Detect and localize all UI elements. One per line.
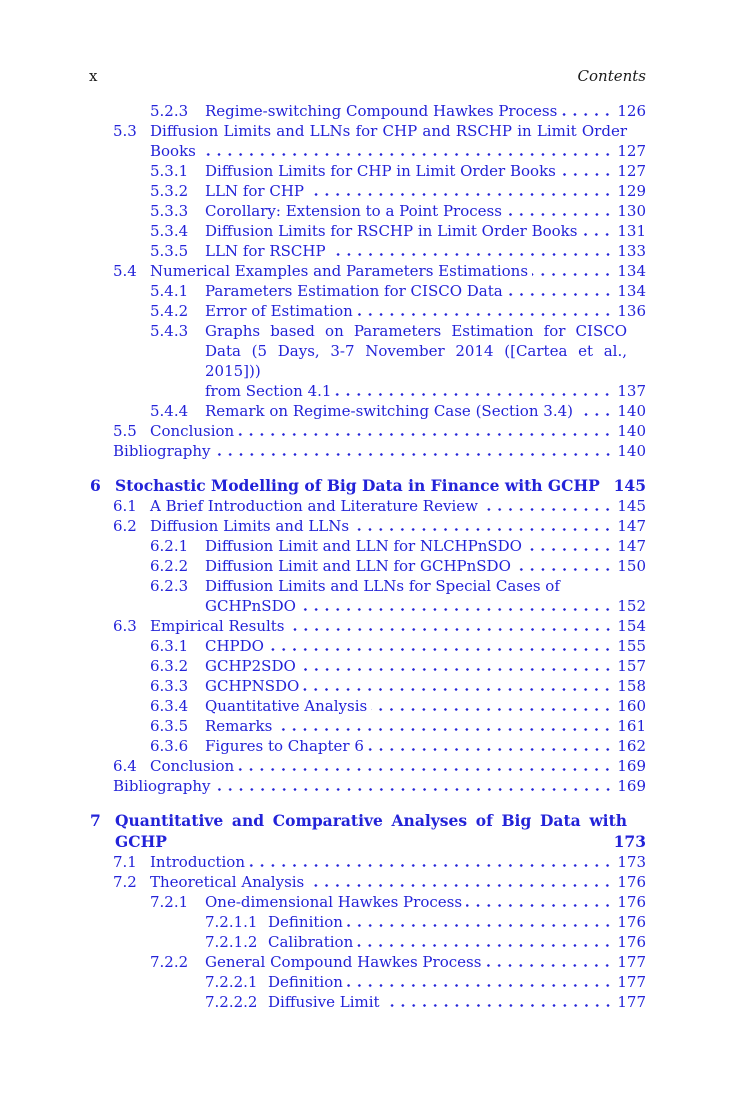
toc-entry-page: 127 xyxy=(617,142,646,160)
toc-entry-title: LLN for RSCHP xyxy=(205,242,326,260)
toc-entry-title: One-dimensional Hawkes Process xyxy=(205,893,463,911)
toc-entry-line xyxy=(205,536,646,556)
toc-entry-title: Figures to Chapter 6 xyxy=(205,737,364,755)
leader-dots xyxy=(215,441,615,461)
toc-entry-7-2[interactable] xyxy=(89,872,646,892)
toc-entry-5-4-1[interactable] xyxy=(89,281,646,301)
toc-entry-number: 6.3.1 xyxy=(150,637,189,655)
toc-entry-line xyxy=(150,852,646,872)
toc-entry-title: Corollary: Extension to a Point Process xyxy=(205,202,502,220)
toc-entry-number: 7.2.1.2 xyxy=(205,933,258,951)
toc-entry-title: Remark on Regime-switching Case (Section 3.4) xyxy=(205,402,573,420)
toc-entry-page: 155 xyxy=(617,637,646,655)
leader-dots xyxy=(577,401,614,421)
toc-entry-6-2[interactable] xyxy=(89,516,646,536)
toc-entry-bibliography[interactable] xyxy=(89,776,646,796)
toc-entry-line xyxy=(150,496,646,516)
leader-dots xyxy=(507,281,614,301)
toc-entry-7-2-2-1[interactable] xyxy=(89,972,646,992)
toc-entry-line xyxy=(150,516,646,536)
leader-dots xyxy=(357,932,614,952)
toc-entry-number: 7.2 xyxy=(113,873,137,891)
toc-entry-6-2-1[interactable] xyxy=(89,536,646,556)
toc-entry-number: 6.3.2 xyxy=(150,657,189,675)
toc-entry-page: 129 xyxy=(617,182,646,200)
toc-entry-5-4-2[interactable] xyxy=(89,301,646,321)
toc-entry-title: Conclusion xyxy=(150,422,235,440)
toc-entry-number: 5.4.4 xyxy=(150,402,189,420)
toc-entry-page: 134 xyxy=(617,282,646,300)
toc-entry-title: Theoretical Analysis xyxy=(150,873,305,891)
toc-entry-line xyxy=(268,972,646,992)
toc-entry-number: 6.3.3 xyxy=(150,677,189,695)
toc-entry-page: 158 xyxy=(617,677,646,695)
toc-entry-5-3-4[interactable] xyxy=(89,221,646,241)
toc-entry-page: 140 xyxy=(617,422,646,440)
toc-entry-page: 162 xyxy=(617,737,646,755)
toc-entry-line xyxy=(205,696,646,716)
leader-dots xyxy=(249,852,614,872)
toc-entry-5-2-3[interactable] xyxy=(89,101,646,121)
toc-entry-6-3-4[interactable] xyxy=(89,696,646,716)
toc-entry-line xyxy=(150,756,646,776)
toc-entry-number: 7.2.2.2 xyxy=(205,993,258,1011)
toc-entry-5-3-5[interactable] xyxy=(89,241,646,261)
running-head: Contents xyxy=(577,67,646,85)
leader-dots xyxy=(347,912,614,932)
toc-entry-number: 7 xyxy=(90,811,101,830)
toc-entry-page: 169 xyxy=(617,777,646,795)
leader-dots xyxy=(526,536,614,556)
toc-entry-number: 7.2.2.1 xyxy=(205,973,258,991)
toc-entry-line xyxy=(268,932,646,952)
toc-entry-line xyxy=(150,261,646,281)
leader-dots xyxy=(289,616,614,636)
toc-entry-line xyxy=(113,441,646,461)
toc-entry-5-3-1[interactable] xyxy=(89,161,646,181)
toc-entry-6-3-1[interactable] xyxy=(89,636,646,656)
toc-entry-page: 177 xyxy=(617,993,646,1011)
toc-entry-number: 6.2.3 xyxy=(150,577,189,595)
toc-entry-page: 126 xyxy=(617,102,646,120)
toc-entry-7-1[interactable] xyxy=(89,852,646,872)
toc-entry-page: 173 xyxy=(613,832,646,851)
toc-entry-6-3[interactable] xyxy=(89,616,646,636)
toc-entry-title: Bibliography xyxy=(113,777,211,795)
toc-entry-page: 176 xyxy=(617,893,646,911)
toc-entry-page: 134 xyxy=(617,262,646,280)
toc-entry-page: 145 xyxy=(613,476,646,495)
toc-entry-line xyxy=(205,401,646,421)
toc-entry-line xyxy=(205,716,646,736)
toc-entry-title: CHPDO xyxy=(205,637,264,655)
toc-entry-title-wrap: Graphs based on Parameters Estimation for CISCO xyxy=(205,322,627,340)
toc-entry-line xyxy=(205,381,646,401)
toc-entry-title: General Compound Hawkes Process xyxy=(205,953,482,971)
toc-entry-line xyxy=(150,421,646,441)
leader-dots xyxy=(368,736,614,756)
toc-entry-title-wrap: Diffusion Limits and LLNs for CHP and RSCHP in Limit Order xyxy=(150,122,627,140)
toc-entry-5-3-2[interactable] xyxy=(89,181,646,201)
toc-entry-5-5[interactable] xyxy=(89,421,646,441)
toc-entry-5-4[interactable] xyxy=(89,261,646,281)
toc-entry-title: GCHP xyxy=(115,832,167,851)
toc-entry-7-2-2-2[interactable] xyxy=(89,992,646,1012)
leader-dots xyxy=(384,992,614,1012)
toc-entry-number: 5.3.2 xyxy=(150,182,189,200)
toc-entry-number: 7.2.2 xyxy=(150,953,189,971)
toc-entry-number: 5.3.4 xyxy=(150,222,189,240)
leader-dots xyxy=(303,676,614,696)
toc-entry-title: Books xyxy=(150,142,196,160)
leader-dots xyxy=(276,716,614,736)
toc-entry-page: 130 xyxy=(617,202,646,220)
leader-dots xyxy=(357,301,614,321)
toc-entry-line xyxy=(113,776,646,796)
toc-entry-title: Definition xyxy=(268,913,343,931)
toc-entry-number: 7.2.1 xyxy=(150,893,189,911)
toc-entry-title: Diffusion Limits for RSCHP in Limit Order Books xyxy=(205,222,578,240)
toc-entry-line xyxy=(205,596,646,616)
leader-dots xyxy=(238,421,614,441)
toc-entry-title: Regime-switching Compound Hawkes Process xyxy=(205,102,558,120)
toc-entry-number: 5.4.1 xyxy=(150,282,189,300)
toc-entry-number: 5.4 xyxy=(113,262,137,280)
toc-entry-number: 6.2.2 xyxy=(150,557,189,575)
toc-entry-page: 154 xyxy=(617,617,646,635)
toc-entry-line xyxy=(205,676,646,696)
toc-entry-page: 176 xyxy=(617,873,646,891)
toc-entry-number: 6.3.5 xyxy=(150,717,189,735)
leader-space xyxy=(604,475,612,496)
toc-entry-page: 157 xyxy=(617,657,646,675)
toc-entry-page: 133 xyxy=(617,242,646,260)
toc-entry-number: 6.2 xyxy=(113,517,137,535)
toc-entry-page: 127 xyxy=(617,162,646,180)
toc-entry-line xyxy=(115,831,646,852)
toc-entry-number: 6.1 xyxy=(113,497,137,515)
toc-entry-title: Diffusion Limits and LLNs xyxy=(150,517,350,535)
toc-entry-page: 140 xyxy=(617,442,646,460)
toc-entry-number: 6.2.1 xyxy=(150,537,189,555)
leader-dots xyxy=(466,892,614,912)
leader-dots xyxy=(353,516,614,536)
toc-entry-line xyxy=(205,301,646,321)
toc-entry-line xyxy=(205,161,646,181)
toc-entry-page: 161 xyxy=(617,717,646,735)
toc-entry-number: 6.3.6 xyxy=(150,737,189,755)
toc-entry-6[interactable] xyxy=(89,475,646,496)
leader-space xyxy=(171,831,612,852)
toc-entry-line xyxy=(205,201,646,221)
toc-entry-title: Numerical Examples and Parameters Estimations xyxy=(150,262,529,280)
toc-entry-number: 5.3.5 xyxy=(150,242,189,260)
toc-entry-line xyxy=(205,241,646,261)
leader-dots xyxy=(515,556,614,576)
toc-entry-6-2-3[interactable] xyxy=(89,576,646,616)
toc-entry-5-4-4[interactable] xyxy=(89,401,646,421)
toc-entry-title: Bibliography xyxy=(113,442,211,460)
toc-entry-number: 5.5 xyxy=(113,422,137,440)
toc-entry-title: Empirical Results xyxy=(150,617,285,635)
toc-entry-number: 5.3.1 xyxy=(150,162,189,180)
leader-dots xyxy=(308,872,614,892)
toc-entry-6-2-2[interactable] xyxy=(89,556,646,576)
toc-entry-7-2-1[interactable] xyxy=(89,892,646,912)
toc-entry-line xyxy=(205,656,646,676)
toc-entry-number: 6.3.4 xyxy=(150,697,189,715)
toc-entry-number: 5.4.3 xyxy=(150,322,189,340)
leader-dots xyxy=(482,496,614,516)
toc-entry-number: 6.3 xyxy=(113,617,137,635)
toc-entry-number: 6.4 xyxy=(113,757,137,775)
toc-entry-6-3-5[interactable] xyxy=(89,716,646,736)
toc-entry-line xyxy=(205,181,646,201)
toc-entry-number: 5.3.3 xyxy=(150,202,189,220)
leader-dots xyxy=(335,381,614,401)
toc-entry-7[interactable] xyxy=(89,810,646,852)
toc-entry-number: 5.3 xyxy=(113,122,137,140)
toc-entry-number: 5.2.3 xyxy=(150,102,189,120)
toc-entry-title: Diffusion Limits for CHP in Limit Order Books xyxy=(205,162,556,180)
toc-entry-line xyxy=(268,912,646,932)
toc-entry-title: Remarks xyxy=(205,717,273,735)
toc-entry-page: 169 xyxy=(617,757,646,775)
leader-dots xyxy=(215,776,615,796)
toc-entry-title: A Brief Introduction and Literature Review xyxy=(150,497,478,515)
leader-dots xyxy=(371,696,614,716)
toc-entry-title: Calibration xyxy=(268,933,354,951)
toc-entry-line xyxy=(205,221,646,241)
leader-dots xyxy=(506,201,614,221)
leader-dots xyxy=(561,101,614,121)
leader-dots xyxy=(300,656,614,676)
leader-dots xyxy=(308,181,614,201)
toc-entry-page: 177 xyxy=(617,953,646,971)
toc-entry-number: 6 xyxy=(90,476,101,495)
toc-entry-line xyxy=(205,556,646,576)
toc-entry-title: GCHPnSDO xyxy=(205,597,296,615)
toc-entry-5-3-3[interactable] xyxy=(89,201,646,221)
toc-entry-line xyxy=(205,892,646,912)
toc-entry-title: LLN for CHP xyxy=(205,182,304,200)
toc-entry-6-3-6[interactable] xyxy=(89,736,646,756)
toc-entry-title-wrap: Data (5 Days, 3-7 November 2014 ([Cartea et al., 2015])) xyxy=(205,342,627,380)
leader-dots xyxy=(347,972,614,992)
leader-dots xyxy=(268,636,614,656)
toc-entry-line xyxy=(205,736,646,756)
toc-entry-7-2-1-2[interactable] xyxy=(89,932,646,952)
toc-entry-page: 137 xyxy=(617,382,646,400)
leader-dots xyxy=(200,141,614,161)
toc-entry-line xyxy=(268,992,646,1012)
leader-dots xyxy=(560,161,614,181)
toc-entry-number: 5.4.2 xyxy=(150,302,189,320)
toc-entry-page: 176 xyxy=(617,913,646,931)
toc-entry-page: 152 xyxy=(617,597,646,615)
leader-dots xyxy=(532,261,614,281)
toc-entry-bibliography[interactable] xyxy=(89,441,646,461)
toc-entry-page: 147 xyxy=(617,517,646,535)
leader-dots xyxy=(238,756,614,776)
toc-entry-line xyxy=(150,616,646,636)
leader-dots xyxy=(300,596,614,616)
toc-entry-title: GCHPNSDO xyxy=(205,677,300,695)
toc-entry-title: Diffusive Limit xyxy=(268,993,380,1011)
toc-entry-line xyxy=(150,872,646,892)
toc-entry-title: GCHP2SDO xyxy=(205,657,296,675)
leader-dots xyxy=(485,952,614,972)
toc-entry-page: 136 xyxy=(617,302,646,320)
toc-entry-line xyxy=(205,101,646,121)
toc-entry-line xyxy=(205,636,646,656)
toc-entry-title: Definition xyxy=(268,973,343,991)
toc-entry-title: Diffusion Limit and LLN for GCHPnSDO xyxy=(205,557,511,575)
toc-entry-page: 176 xyxy=(617,933,646,951)
toc-entry-page: 173 xyxy=(617,853,646,871)
toc-entry-page: 145 xyxy=(617,497,646,515)
toc-entry-6-1[interactable] xyxy=(89,496,646,516)
toc-entry-page: 150 xyxy=(617,557,646,575)
toc-entry-page: 147 xyxy=(617,537,646,555)
toc-entry-title: Error of Estimation xyxy=(205,302,353,320)
toc-entry-title-wrap: Quantitative and Comparative Analyses of Big Data with xyxy=(115,811,627,830)
toc-entry-title: Diffusion Limit and LLN for NLCHPnSDO xyxy=(205,537,522,555)
toc xyxy=(89,101,646,1012)
toc-entry-6-3-3[interactable] xyxy=(89,676,646,696)
toc-entry-line xyxy=(115,475,646,496)
toc-entry-line xyxy=(205,952,646,972)
toc-entry-title: from Section 4.1 xyxy=(205,382,332,400)
toc-entry-6-3-2[interactable] xyxy=(89,656,646,676)
leader-dots xyxy=(330,241,614,261)
toc-entry-number: 7.1 xyxy=(113,853,137,871)
leader-dots xyxy=(581,221,614,241)
toc-entry-5-4-3[interactable] xyxy=(89,321,646,401)
toc-entry-line xyxy=(150,141,646,161)
toc-entry-6-4[interactable] xyxy=(89,756,646,776)
toc-entry-page: 131 xyxy=(617,222,646,240)
toc-entry-title: Stochastic Modelling of Big Data in Finance with GCHP xyxy=(115,476,600,495)
page-folio: x xyxy=(89,67,98,85)
toc-entry-title-wrap: Diffusion Limits and LLNs for Special Cases of xyxy=(205,577,560,595)
toc-entry-page: 160 xyxy=(617,697,646,715)
toc-entry-7-2-1-1[interactable] xyxy=(89,912,646,932)
toc-entry-title: Quantitative Analysis xyxy=(205,697,368,715)
toc-entry-page: 177 xyxy=(617,973,646,991)
toc-entry-title: Parameters Estimation for CISCO Data xyxy=(205,282,503,300)
toc-entry-5-3[interactable] xyxy=(89,121,646,161)
toc-entry-page: 140 xyxy=(617,402,646,420)
toc-entry-line xyxy=(205,281,646,301)
toc-entry-7-2-2[interactable] xyxy=(89,952,646,972)
toc-entry-title: Conclusion xyxy=(150,757,235,775)
toc-entry-title: Introduction xyxy=(150,853,245,871)
toc-entry-number: 7.2.1.1 xyxy=(205,913,258,931)
